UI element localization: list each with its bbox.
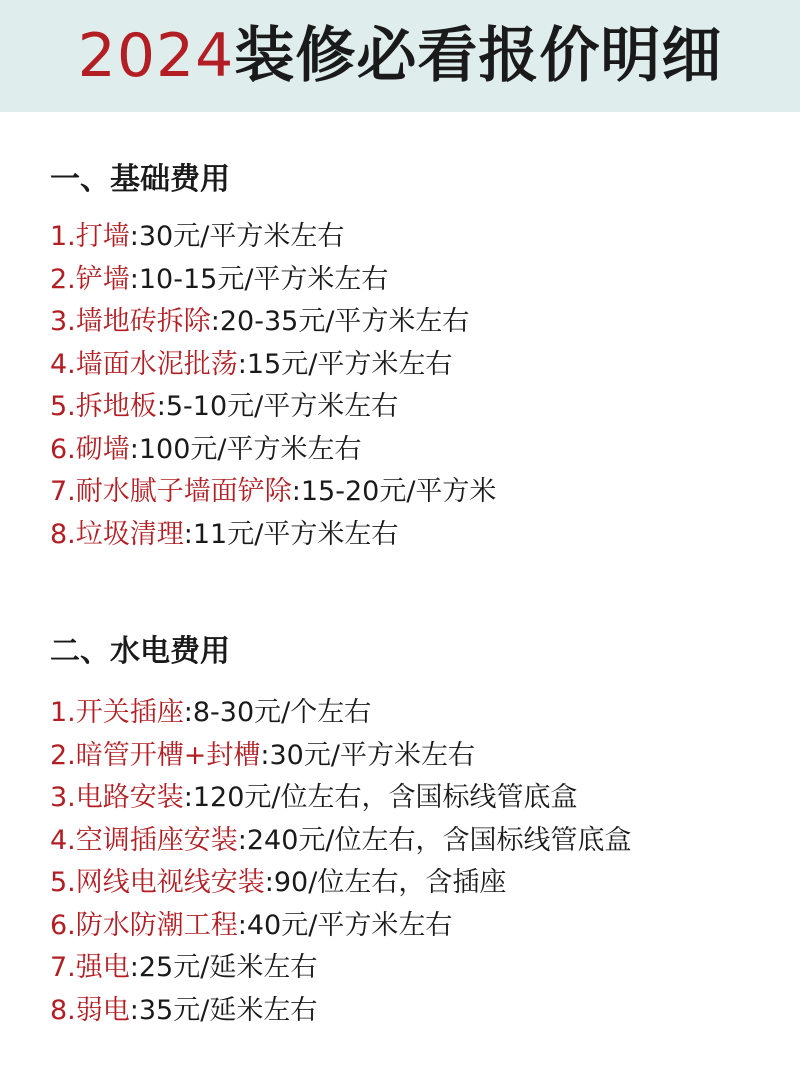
item-label: 5.网线电视线安装 bbox=[50, 867, 265, 898]
item-value: :15-20元/平方米 bbox=[291, 476, 497, 507]
list-item bbox=[50, 990, 800, 1033]
list-item bbox=[50, 216, 800, 259]
item-label: 4.墙面水泥批荡 bbox=[50, 348, 238, 380]
item-label: 4.空调插座安装 bbox=[50, 824, 238, 856]
item-value: :8-30元/个左右 bbox=[183, 697, 372, 728]
item-label: 1.开关插座 bbox=[50, 697, 184, 728]
title-year: 2024 bbox=[77, 21, 235, 91]
section-plumbing-electrical-fees bbox=[0, 626, 800, 1032]
list-item bbox=[50, 905, 800, 948]
item-value: :90/位左右，含插座 bbox=[264, 867, 507, 898]
title-text: 装修必看报价明细 bbox=[234, 21, 723, 91]
item-value: :20-35元/平方米左右 bbox=[210, 306, 470, 337]
item-label: 6.砌墙 bbox=[50, 433, 130, 465]
page-title bbox=[77, 21, 723, 91]
price-list bbox=[50, 216, 800, 556]
item-value: :30元/平方米左右 bbox=[260, 739, 475, 771]
item-label: 3.电路安装 bbox=[50, 782, 184, 813]
item-label: 8.垃圾清理 bbox=[50, 518, 184, 550]
list-item bbox=[50, 820, 800, 863]
item-label: 3.墙地砖拆除 bbox=[50, 306, 211, 337]
section-title: 二、水电费用 bbox=[50, 634, 230, 669]
list-item bbox=[50, 301, 800, 344]
list-item bbox=[50, 947, 800, 990]
list-item bbox=[50, 259, 800, 302]
item-label: 6.防水防潮工程 bbox=[50, 909, 238, 941]
item-value: :10-15元/平方米左右 bbox=[129, 263, 389, 295]
item-value: :120元/位左右，含国标线管底盒 bbox=[183, 782, 578, 813]
item-label: 8.弱电 bbox=[50, 994, 130, 1026]
item-label: 2.暗管开槽+封槽 bbox=[50, 739, 261, 771]
item-label: 7.耐水腻子墙面铲除 bbox=[50, 476, 292, 507]
item-label: 1.打墙 bbox=[50, 221, 130, 252]
item-value: :5-10元/平方米左右 bbox=[156, 391, 399, 422]
item-value: :30元/平方米左右 bbox=[129, 221, 345, 252]
list-item bbox=[50, 471, 800, 514]
header-banner bbox=[0, 0, 800, 112]
list-item bbox=[50, 514, 800, 557]
item-label: 5.拆地板 bbox=[50, 391, 157, 422]
item-value: :15元/平方米左右 bbox=[237, 348, 453, 380]
list-item bbox=[50, 386, 800, 429]
item-label: 7.强电 bbox=[50, 952, 130, 983]
section-title: 一、基础费用 bbox=[50, 162, 230, 197]
list-item bbox=[50, 692, 800, 735]
price-list bbox=[50, 692, 800, 1032]
list-item bbox=[50, 735, 800, 778]
item-label: 2.铲墙 bbox=[50, 263, 130, 295]
item-value: :100元/平方米左右 bbox=[129, 433, 362, 465]
item-value: :25元/延米左右 bbox=[129, 952, 318, 983]
section-basic-fees bbox=[0, 154, 800, 556]
item-value: :240元/位左右，含国标线管底盒 bbox=[237, 824, 632, 856]
list-item bbox=[50, 862, 800, 905]
list-item bbox=[50, 777, 800, 820]
item-value: :40元/平方米左右 bbox=[237, 909, 453, 941]
list-item bbox=[50, 429, 800, 472]
list-item bbox=[50, 344, 800, 387]
item-value: :35元/延米左右 bbox=[129, 994, 318, 1026]
item-value: :11元/平方米左右 bbox=[183, 518, 399, 550]
